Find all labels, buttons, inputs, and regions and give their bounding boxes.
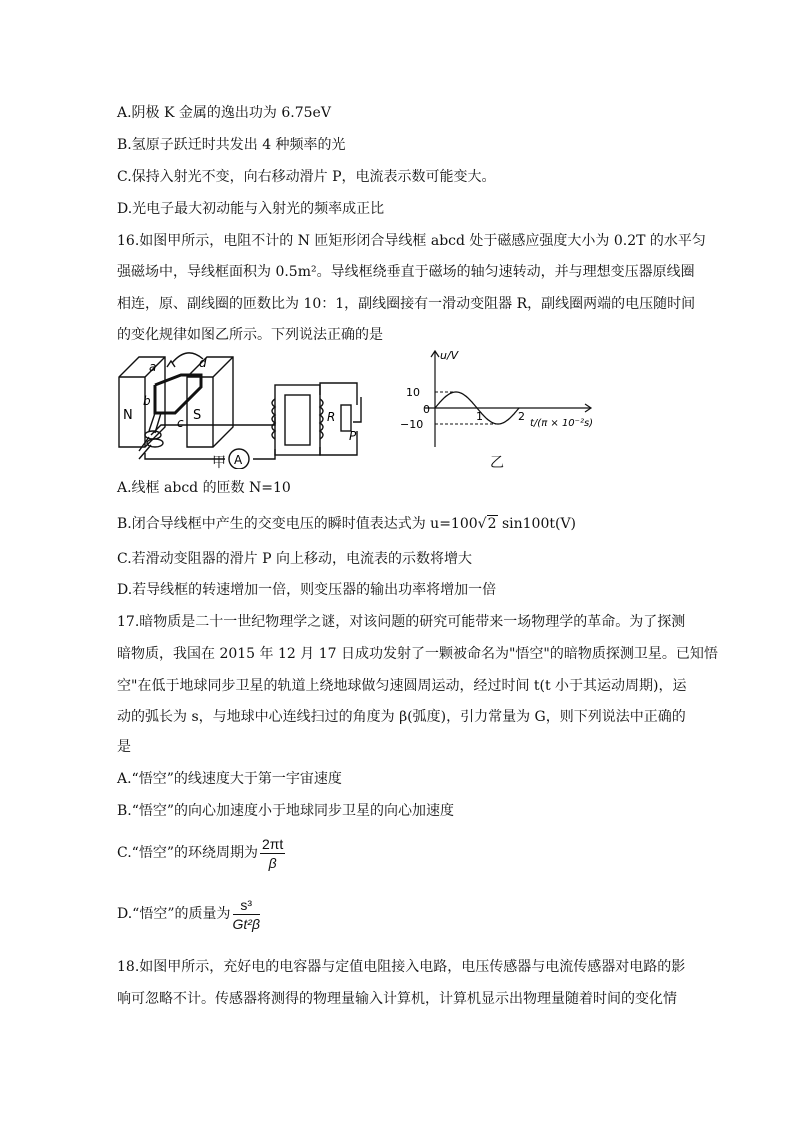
q17-option-c-text: C.“悟空”的环绕周期为 (117, 845, 258, 861)
chart-point (518, 407, 519, 408)
chart-tick-bottom: −10 (400, 418, 424, 431)
chart-point (455, 391, 456, 392)
chart-xlabel: t/(π × 10⁻²s) (530, 418, 594, 429)
q18-stem-line-1: 18.如图甲所示，充好电的电容器与定值电阻接入电路，电压传感器与电流传感器对电路的影 (117, 959, 686, 975)
sqrt-symbol: √2 (477, 516, 497, 532)
chart-ylabel: u/V (440, 349, 459, 362)
q17-stem-line-1: 17.暗物质是二十一世纪物理学之谜，对该问题的研究可能带来一场物理学的革命。为了探测 (117, 614, 686, 630)
q18-stem-line-2: 响可忽略不计。传感器将测得的物理量输入计算机，计算机显示出物理量随着时间的变化情 (117, 991, 677, 1007)
coil-c-label: c (177, 416, 184, 430)
chart-point (508, 419, 509, 420)
mass-fraction (233, 896, 260, 933)
chart-point (476, 407, 477, 408)
resistor-r-label: R (327, 410, 336, 424)
q17-stem-line-4: 动的弧长为 s，与地球中心连线扫过的角度为 β(弧度)，引力常量为 G，则下列说法中正确的 (117, 709, 686, 725)
chart-point (487, 419, 488, 420)
slider-p-label: P (349, 429, 357, 443)
figure-generator-circuit (115, 347, 365, 469)
q16-stem-line-1: 16.如图甲所示，电阻不计的 N 匝矩形闭合导线框 abcd 处于磁感应强度大小为 0.2T 的水平匀 (117, 233, 706, 249)
figure-right-caption: 乙 (490, 455, 504, 471)
magnet-s-label: S (193, 408, 202, 423)
q17-option-d (117, 894, 260, 934)
chart-point (445, 396, 446, 397)
q16-option-a: A.线框 abcd 的匝数 N=10 (117, 480, 291, 496)
q16-option-b (117, 514, 576, 534)
q15-option-d: D.光电子最大初动能与入射光的频率成正比 (117, 201, 385, 217)
q17-option-c (117, 833, 285, 873)
chart-point (466, 396, 467, 397)
q17-option-a: A.“悟空”的线速度大于第一宇宙速度 (117, 771, 342, 787)
fraction-numerator: s³ (233, 896, 260, 915)
coil-d-label: d (199, 356, 207, 370)
q17-stem-line-2: 暗物质，我国在 2015 年 12 月 17 日成功发射了一颗被命名为"悟空"的暗物质探测卫星。已知悟 (117, 646, 718, 662)
q17-stem-line-5: 是 (117, 739, 131, 755)
magnet-n-label: N (123, 408, 133, 423)
q16-option-c: C.若滑动变阻器的滑片 P 向上移动，电流表的示数将增大 (117, 551, 472, 567)
q17-option-d-text: D.“悟空”的质量为 (117, 906, 231, 922)
figure-left-caption: 甲 (212, 455, 226, 471)
chart-tick-x2: 2 (518, 410, 525, 423)
q17-stem-line-3: 空"在低于地球同步卫星的轨道上绕地球做匀速圆周运动，经过时间 t(t 小于其运动周期)，运 (117, 678, 687, 694)
period-fraction (260, 835, 285, 872)
figure-voltage-chart (390, 347, 615, 452)
fraction-denominator: Gt²β (232, 915, 260, 932)
q16-stem-line-3: 相连，原、副线圈的匝数比为 10：1，副线圈接有一滑动变阻器 R，副线圈两端的电压随时间 (117, 296, 696, 312)
q16-option-d: D.若导线框的转速增加一倍，则变压器的输出功率将增加一倍 (117, 582, 497, 598)
fraction-denominator: β (268, 854, 277, 871)
chart-tick-x1: 1 (476, 410, 483, 423)
fraction-numerator: 2πt (261, 835, 284, 852)
q15-option-c: C.保持入射光不变，向右移动滑片 P，电流表示数可能变大。 (117, 169, 496, 185)
coil-b-label: b (143, 394, 151, 408)
q16-option-b-text: B.闭合导线框中产生的交变电压的瞬时值表达式为 u=100 (117, 516, 478, 532)
coil-a-label: a (149, 360, 157, 374)
sqrt-radicand: 2 (487, 516, 497, 532)
chart-tick-zero: 0 (423, 403, 430, 416)
q15-option-a: A.阴极 K 金属的逸出功为 6.75eV (117, 105, 331, 121)
chart-point (497, 423, 498, 424)
q16-stem-line-2: 强磁场中，导线框面积为 0.5m²。导线框绕垂直于磁场的轴匀速转动，并与理想变压器原线圈 (117, 264, 695, 280)
q16-option-b-tail: sin100t(V) (501, 516, 577, 532)
q16-stem-line-4: 的变化规律如图乙所示。下列说法正确的是 (117, 327, 383, 343)
ammeter-label: A (234, 453, 243, 467)
q15-option-b: B.氢原子跃迁时共发出 4 种频率的光 (117, 137, 346, 153)
chart-tick-top: 10 (406, 386, 420, 399)
chart-point (434, 407, 435, 408)
q17-option-b: B.“悟空”的向心加速度小于地球同步卫星的向心加速度 (117, 803, 455, 819)
